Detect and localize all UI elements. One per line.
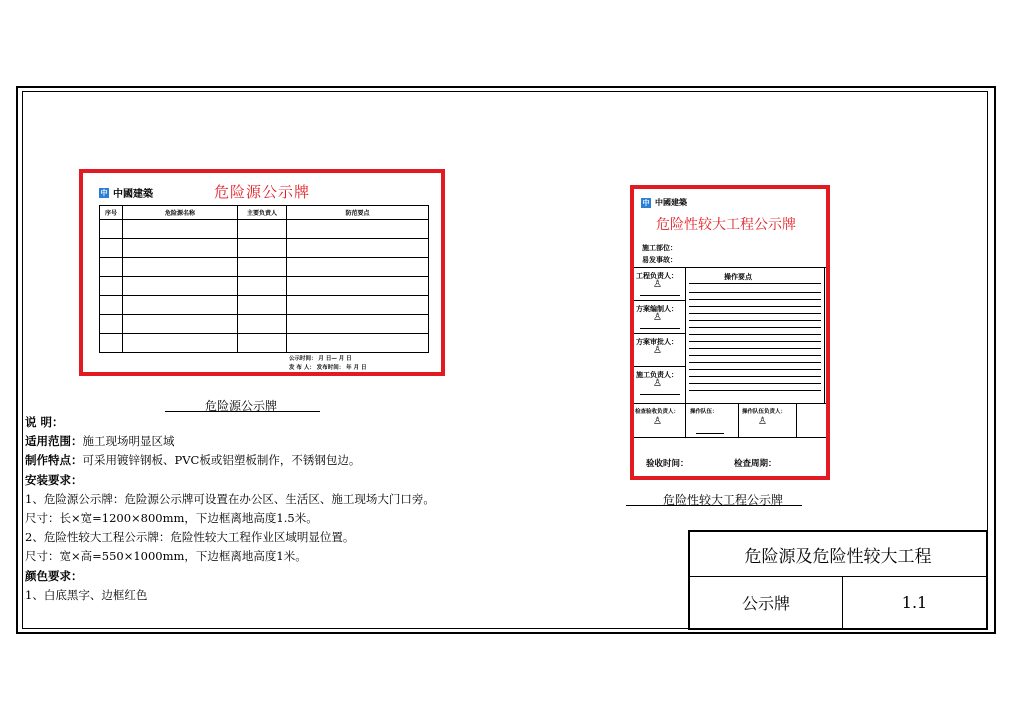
divider [685,267,686,403]
features-label: 制作特点： [25,453,83,468]
drawing-title: 危险源及危险性较大工程 [690,532,986,577]
key-point-line [689,390,821,391]
key-point-line [689,355,821,356]
key-point-line [689,306,821,307]
field-location: 施工部位： [642,244,677,252]
key-point-line [689,383,821,384]
role-label: 施工负责人： [636,371,678,379]
table-row [100,239,429,258]
signature-line [640,295,680,296]
role-label: 方案审批人： [636,338,678,346]
key-point-line [689,334,821,335]
key-point-line [689,348,821,349]
table-cell [100,239,123,258]
table-cell [238,258,287,277]
install-item-2: 2、危险性较大工程公示牌：危险性较大工程作业区域明显位置。 [25,530,355,545]
install-label: 安装要求： [25,472,83,487]
key-point-line [689,320,821,321]
key-point-line [689,369,821,370]
divider [634,403,826,404]
table-cell [123,334,238,353]
features-text: 可采用镀锌钢板、PVC板或铝塑板制作，不锈钢包边。 [82,453,361,468]
table-cell [100,220,123,239]
col-header: 主要负责人 [238,206,287,220]
table-cell [287,296,429,315]
person-icon: ♙ [653,416,662,427]
table-cell [238,296,287,315]
drawing-name: 公示牌 [690,577,843,628]
person-icon: ♙ [653,279,662,290]
logo-icon: 中 [100,188,108,197]
key-point-line [689,292,821,293]
publisher-line: 发 布 人： 发布时间： 年 月 日 [289,365,367,371]
table-row [100,334,429,353]
table-cell [123,315,238,334]
install-item-1: 1、危险源公示牌：危险源公示牌可设置在办公区、生活区、施工现场大门口旁。 [25,491,435,506]
table-cell [100,277,123,296]
key-point-line [689,362,821,363]
table-cell [287,239,429,258]
caption-hazard-source: 危险源公示牌 [205,399,278,413]
table-row [100,277,429,296]
person-icon: ♙ [653,345,662,356]
key-point-line [689,299,821,300]
company-logo [99,185,153,200]
table-cell [287,315,429,334]
key-point-line [689,341,821,342]
role-label: 方案编制人： [636,305,678,313]
publish-period: 公示时间： 月 日— 月 日 [289,356,352,362]
table-cell [238,239,287,258]
company-logo [641,197,687,208]
divider [634,333,685,334]
scope-label: 适用范围： [25,434,83,449]
hazard-table [99,205,429,353]
table-cell [287,277,429,296]
table-cell [100,315,123,334]
key-point-line [689,376,821,377]
table-cell [123,296,238,315]
divider [738,403,739,437]
caption-major-hazard: 危险性较大工程公示牌 [663,493,784,507]
role-label: 工程负责人： [636,272,678,280]
col-header: 危险源名称 [123,206,238,220]
table-cell [238,277,287,296]
role-label: 操作队伍负责人： [742,409,787,415]
color-item-1: 1、白底黑字、边框红色 [25,587,148,602]
table-cell [287,220,429,239]
key-point-line [689,283,821,284]
table-cell [100,258,123,277]
table-cell [100,334,123,353]
role-label: 检查验收负责人： [635,409,680,415]
divider [824,267,825,403]
person-icon: ♙ [653,312,662,323]
table-row [100,315,429,334]
person-icon: ♙ [653,378,662,389]
table-cell [238,220,287,239]
notes-heading: 说 明： [25,415,64,429]
table-cell [238,334,287,353]
person-icon: ♙ [758,416,767,427]
acceptance-time: 验收时间： [646,459,689,469]
table-cell [287,334,429,353]
drawing-number: 1.1 [901,593,928,612]
table-row [100,296,429,315]
key-point-line [689,313,821,314]
table-cell [123,220,238,239]
divider [634,437,826,438]
key-point-line [689,327,821,328]
table-cell [123,258,238,277]
col-header: 防范要点 [287,206,429,220]
divider [685,403,686,437]
field-incident: 易发事故： [642,256,677,264]
major-hazard-board [630,185,830,480]
divider [796,403,797,437]
table-cell [238,315,287,334]
divider [634,267,826,268]
signature-line [696,433,724,434]
install-item-1-size: 尺寸：长×宽=1200×800mm，下边框离地高度1.5米。 [25,511,318,526]
color-label: 颜色要求： [25,568,83,583]
divider [634,300,685,301]
hazard-source-board [79,169,445,376]
role-label: 操作队伍： [690,409,718,415]
signature-line [640,394,680,395]
board-title: 危险源公示牌 [214,183,311,201]
table-cell [100,296,123,315]
table-cell [123,239,238,258]
table-row [100,220,429,239]
logo-icon: 中 [642,198,650,207]
key-points-header: 操作要点 [724,273,752,281]
board-title: 危险性较大工程公示牌 [656,217,796,233]
logo-text: 中國建築 [655,198,687,207]
col-header: 序号 [100,206,123,220]
install-item-2-size: 尺寸：宽×高=550×1000mm，下边框离地高度1米。 [25,549,307,564]
inspection-cycle: 检查周期： [734,459,777,469]
divider [634,366,685,367]
notes-block [25,413,435,605]
title-block [688,530,988,630]
signature-line [640,328,680,329]
scope-text: 施工现场明显区域 [82,434,175,449]
table-cell [287,258,429,277]
logo-text: 中國建築 [113,189,153,200]
table-row [100,258,429,277]
table-cell [123,277,238,296]
